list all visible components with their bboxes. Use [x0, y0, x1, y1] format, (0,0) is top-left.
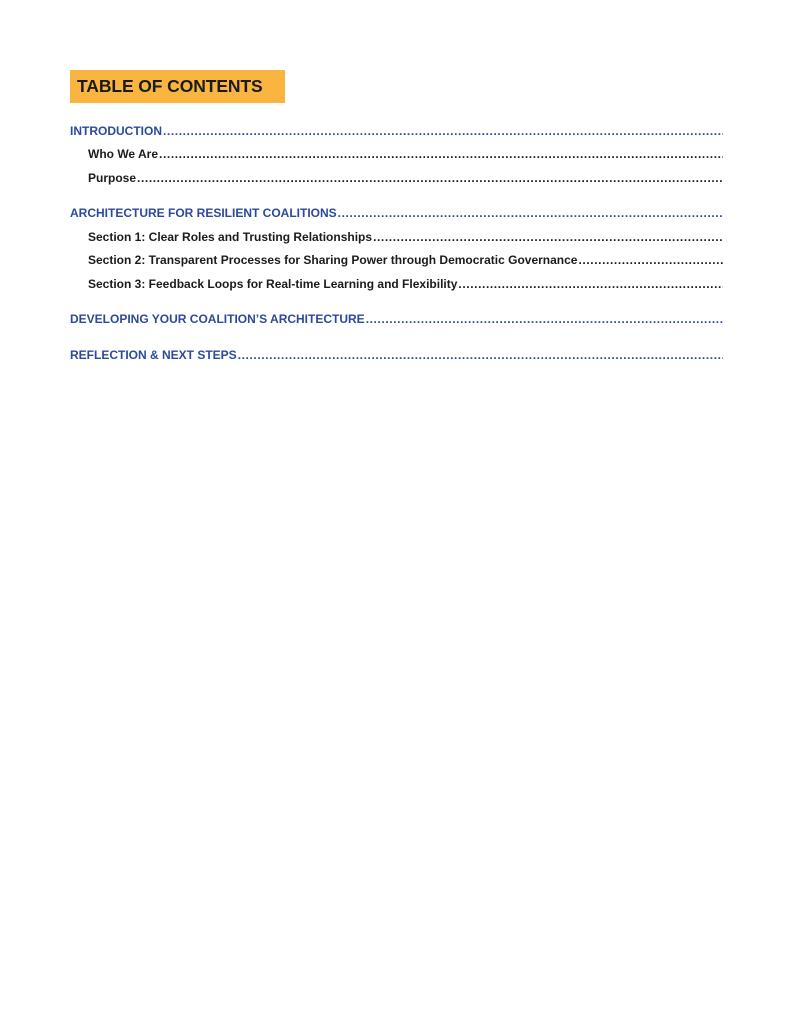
dot-leader: [159, 146, 723, 162]
dot-leader: [338, 205, 723, 221]
toc-title: TABLE OF CONTENTS: [77, 76, 263, 96]
dot-leader: [137, 170, 723, 186]
toc-entry-who-we-are[interactable]: [88, 146, 723, 162]
toc-entry-section-1[interactable]: [88, 229, 723, 245]
toc-entry-section-2[interactable]: [88, 252, 723, 268]
dot-leader: [373, 229, 723, 245]
toc-entry-label: DEVELOPING YOUR COALITION’S ARCHITECTURE: [70, 312, 365, 326]
toc-entry-label: Section 3: Feedback Loops for Real-time Learning and Flexibility: [88, 277, 458, 291]
toc-entry-section-3[interactable]: [88, 276, 723, 292]
toc-title-banner: [70, 70, 285, 103]
toc-entry-architecture[interactable]: [70, 205, 723, 221]
toc-entry-developing[interactable]: [70, 311, 723, 327]
toc-entry-reflection[interactable]: [70, 347, 723, 363]
toc-entry-label: REFLECTION & NEXT STEPS: [70, 348, 237, 362]
toc-entry-label: Section 1: Clear Roles and Trusting Relationships: [88, 230, 373, 244]
toc-entry-purpose[interactable]: [88, 170, 723, 186]
toc-entry-label: Who We Are: [88, 147, 159, 161]
toc-entry-label: ARCHITECTURE FOR RESILIENT COALITIONS: [70, 206, 337, 220]
toc-entry-label: INTRODUCTION: [70, 124, 162, 138]
toc-entry-label: Purpose: [88, 171, 137, 185]
toc-entry-introduction[interactable]: [70, 123, 723, 139]
dot-leader: [458, 276, 723, 292]
dot-leader: [163, 123, 723, 139]
dot-leader: [238, 347, 723, 363]
toc-entry-label: Section 2: Transparent Processes for Sharing Power through Democratic Governance: [88, 253, 578, 267]
dot-leader: [366, 311, 723, 327]
dot-leader: [578, 252, 723, 268]
